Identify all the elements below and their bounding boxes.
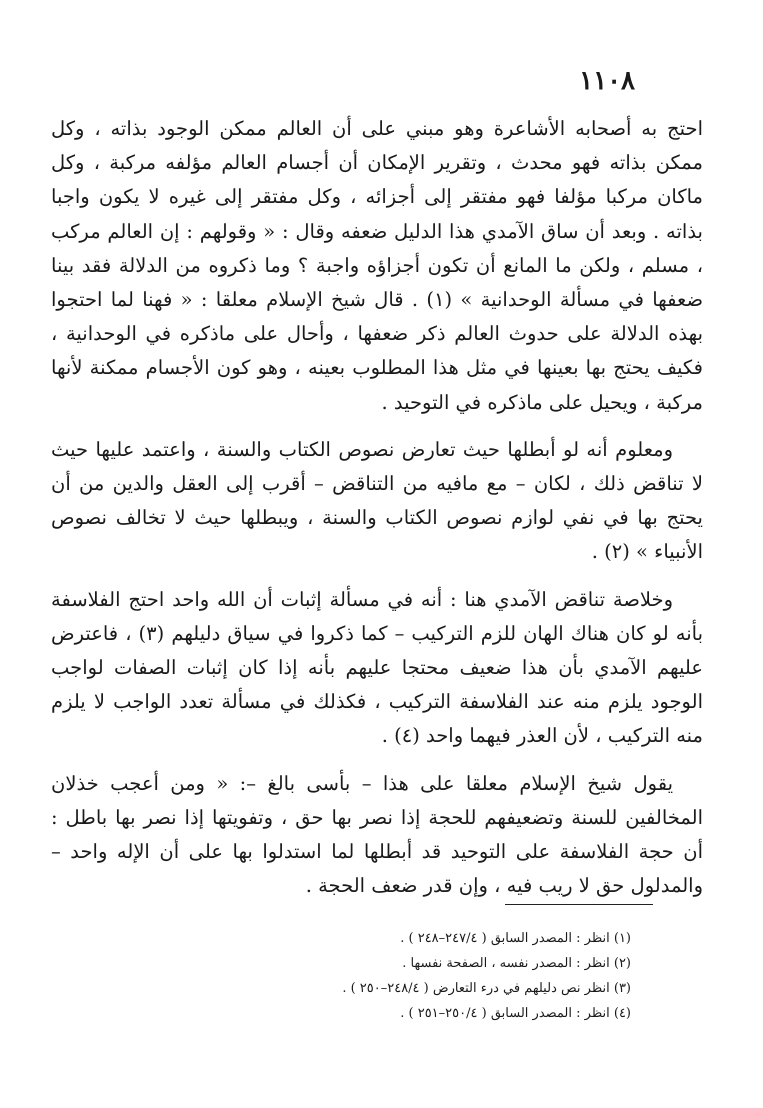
footnotes: [131, 926, 631, 1026]
paragraph-2: ومعلوم أنه لو أبطلها حيث تعارض نصوص الكتاب والسنة ، واعتمد عليها حيث لا تناقض ذلك ، لكان – مع مافيه من التناقض – أقرب إلى العقل والدين من أن يحتج بها في نفي لوازم نصوص الكتاب والسنة ، ويبطلها حيث لا تخالف نصوص الأنبياء » (٢) .: [51, 437, 703, 564]
paragraph-4: يقول شيخ الإسلام معلقا على هذا – بأسى بالغ –: « ومن أعجب خذلان المخالفين للسنة وتضعيفهم للحجة إذا نصر بها حق ، وتفويتها إذا نصر بها باطل : أن حجة الفلاسفة على التوحيد قد أبطلها لما استدلوا بها على أن الإله واحد – والمدلول حق لا ريب فيه ، وإن قدر ضعف الحجة .: [51, 771, 703, 898]
footnote-4: (٤) انظر : المصدر السابق ( ٢٥٠/٤–٢٥١ ) .: [400, 1006, 631, 1021]
paragraph-1: احتج به أصحابه الأشاعرة وهو مبني على أن العالم ممكن الوجود بذاته ، وكل ممكن بذاته فهو محدث ، وتقرير الإمكان أن أجسام العالم مؤلفه مركبة ، وكل ماكان مركبا مؤلفا فهو مفتقر إلى أجزائه ، وكل مفتقر إلى غيره لا يكون واجبا بذاته . وبعد أن ساق الآمدي هذا الدليل ضعفه وقال : « وقولهم : إن العالم مركب ، مسلم ، ولكن ما المانع أن تكون أجزاؤه واجبة ؟ وما ذكروه من الدلالة فقد بينا ضعفها في مسألة الوحدانية » (١) . قال شيخ الإسلام معلقا : « فهنا لما احتجوا بهذه الدلالة على حدوث العالم ذكر ضعفها ، وأحال على ماذكره في الوحدانية ، فكيف يحتج بها بعينها في مثل هذا المطلوب بعينه ، وهو كون الأجسام ممكنة لأنها مركبة ، ويحيل على ماذكره في التوحيد .: [51, 117, 703, 414]
paragraph-3: وخلاصة تناقض الآمدي هنا : أنه في مسألة إثبات أن الله واحد احتج الفلاسفة بأنه لو كان هناك الهان للزم التركيب – كما ذكروا في سياق دليلهم (٣) ، فاعترض عليهم الآمدي بأن هذا ضعيف محتجا عليهم بأنه إذا كان إثبات الصفات لواجب الوجود يلزم منه عند الفلاسفة التركيب ، فكذلك في مسألة تعدد الواجب لا يلزم منه التركيب ، لأن العذر فيهما واحد (٤) .: [51, 587, 703, 748]
footnote-2: (٢) انظر : المصدر نفسه ، الصفحة نفسها .: [402, 956, 631, 971]
page-number: ١١٠٨: [579, 66, 635, 96]
main-text: [51, 112, 703, 916]
footnote-1: (١) انظر : المصدر السابق ( ٢٤٧/٤–٢٤٨ ) .: [400, 931, 631, 946]
footnote-3: (٣) انظر نص دليلهم في درء التعارض ( ٢٤٨/٤–٢٥٠ ) .: [342, 981, 631, 996]
footnote-separator: [505, 904, 653, 905]
